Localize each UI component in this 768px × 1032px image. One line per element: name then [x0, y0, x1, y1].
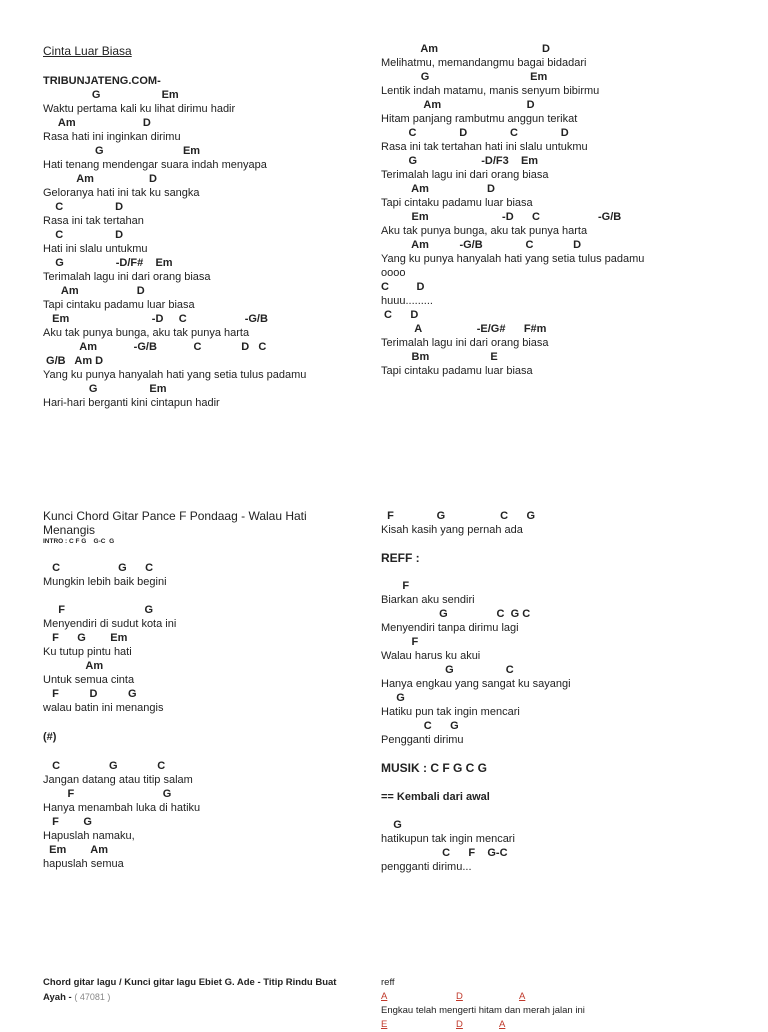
lyric-line: huuu......... [381, 295, 433, 307]
view-count: ( 47081 ) [74, 992, 111, 1002]
lyric-line: Engkau telah mengerti hitam dan merah jalan ini [381, 1005, 585, 1016]
chord-e: E [381, 1019, 388, 1030]
lyric-line: Geloranya hati ini tak ku sangka [43, 187, 200, 199]
chord-line: Am D [43, 173, 157, 185]
lyric-line: Hanya menambah luka di hatiku [43, 802, 201, 814]
lyric-line: Menyendiri di sudut kota ini [43, 618, 177, 630]
chord-line: Am D [381, 99, 535, 111]
chord-line: F G Em [43, 632, 128, 644]
chord-a-2: A [519, 991, 526, 1002]
chord-line: G Em [43, 145, 201, 157]
chord-line: G Em [381, 71, 548, 83]
lyric-line: Tapi cintaku padamu luar biasa [43, 299, 195, 311]
lyric-line: Aku tak punya bunga, aku tak punya harta [381, 225, 588, 237]
chord-a-3: A [499, 1019, 506, 1030]
lyric-line: Terimalah lagu ini dari orang biasa [43, 271, 211, 283]
chord-line: F [381, 580, 410, 592]
chord-line: G [381, 819, 402, 831]
chord-line: Am D [43, 117, 151, 129]
lyric-line: Ku tutup pintu hati [43, 646, 132, 658]
lyric-line: Hari-hari berganti kini cintapun hadir [43, 397, 220, 409]
lyric-line: Yang ku punya hanyalah hati yang setia tulus padamu [381, 253, 645, 265]
lyric-line: Tapi cintaku padamu luar biasa [381, 365, 533, 377]
song3-title: Chord gitar lagu / Kunci gitar lagu Ebiet G. Ade - Titip Rindu Buat Ayah - [43, 977, 337, 1003]
chord-line: F G [43, 788, 172, 800]
chord-line: G/B Am D [43, 355, 104, 367]
lyric-line: Kisah kasih yang pernah ada [381, 524, 523, 536]
lyric-line: Terimalah lagu ini dari orang biasa [381, 169, 549, 181]
chord-line: Am -G/B C D C [43, 341, 267, 353]
chord-line: F G [43, 816, 92, 828]
chord-a: A [381, 991, 388, 1002]
chord-line: Am [43, 660, 104, 672]
lyric-line: pengganti dirimu... [381, 861, 472, 873]
lyric-line: Lentik indah matamu, manis senyum bibirmu [381, 85, 600, 97]
lyric-line: Hanya engkau yang sangat ku sayangi [381, 678, 571, 690]
lyric-line: Melihatmu, memandangmu bagai bidadari [381, 57, 587, 69]
lyric-line: Yang ku punya hanyalah hati yang setia tulus padamu [43, 369, 307, 381]
chord-line: A -E/G# F#m [381, 323, 547, 335]
lyric-line: hatikupun tak ingin mencari [381, 833, 515, 845]
lyric-line: Hati ini slalu untukmu [43, 243, 148, 255]
lyric-line: walau batin ini menangis [43, 702, 164, 714]
chord-line: G -D/F# Em [43, 257, 173, 269]
reff-label-2: reff [381, 977, 395, 988]
chord-line: G Em [43, 383, 167, 395]
chord-line: F G [43, 604, 154, 616]
chord-line: C D C D [381, 127, 569, 139]
chord-line: Am -G/B C D [381, 239, 582, 251]
chord-line: C F G-C [381, 847, 508, 859]
lyric-line: Mungkin lebih baik begini [43, 576, 167, 588]
lyric-line: Rasa ini tak tertahan hati ini slalu untukmu [381, 141, 588, 153]
chord-line: C D [43, 201, 124, 213]
lyric-line: Biarkan aku sendiri [381, 594, 475, 606]
chord-line: Em -D C -G/B [43, 313, 268, 325]
lyric-line: Hapuslah namaku, [43, 830, 135, 842]
lyric-line: Aku tak punya bunga, aku tak punya harta [43, 327, 250, 339]
song2-intro: INTRO : C F G G-C G [43, 538, 115, 545]
lyric-line: oooo [381, 267, 406, 279]
song2-hash-marker: (#) [43, 731, 57, 743]
chord-line: Em -D C -G/B [381, 211, 622, 223]
chord-line: G -D/F3 Em [381, 155, 539, 167]
lyric-line: Menyendiri tanpa dirimu lagi [381, 622, 519, 634]
chord-line: F [381, 636, 419, 648]
song1-source: TRIBUNJATENG.COM- [43, 75, 161, 87]
chord-line: Bm E [381, 351, 498, 363]
chord-line: Am D [381, 43, 550, 55]
chord-line: G C G C [381, 608, 531, 620]
lyric-line: Tapi cintaku padamu luar biasa [381, 197, 533, 209]
lyric-line: Rasa hati ini inginkan dirimu [43, 131, 181, 143]
lyric-line: Walau harus ku akui [381, 650, 481, 662]
kembali-line: == Kembali dari awal [381, 791, 490, 803]
reff-label: REFF : [381, 551, 420, 565]
lyric-line: Hati tenang mendengar suara indah menyapa [43, 159, 267, 171]
chord-line: C G C [43, 760, 166, 772]
song1-title: Cinta Luar Biasa [43, 44, 132, 58]
lyric-line: Waktu pertama kali ku lihat dirimu hadir [43, 103, 236, 115]
song2-title: Kunci Chord Gitar Pance F Pondaag - Walau Hati Menangis [43, 509, 307, 537]
chord-line: C G [381, 720, 459, 732]
chord-line: C D [43, 229, 124, 241]
chord-line: C D [381, 309, 419, 321]
chord-line: F D G [43, 688, 137, 700]
chord-line: G [381, 692, 405, 704]
chord-line: F G C G [381, 510, 536, 522]
chord-line: Am D [43, 285, 145, 297]
chord-line: Em Am [43, 844, 108, 856]
lyric-line: Rasa ini tak tertahan [43, 215, 144, 227]
chord-line: G C [381, 664, 514, 676]
chord-d: D [456, 991, 463, 1002]
lyric-line: Pengganti dirimu [381, 734, 464, 746]
chord-line: G Em [43, 89, 179, 101]
lyric-line: Untuk semua cinta [43, 674, 135, 686]
lyric-line: Hitam panjang rambutmu anggun terikat [381, 113, 578, 125]
chord-line: Am D [381, 183, 495, 195]
lyric-line: Hatiku pun tak ingin mencari [381, 706, 520, 718]
musik-line: MUSIK : C F G C G [381, 761, 487, 775]
song3-title-block [43, 976, 348, 1005]
chord-line: C G C [43, 562, 154, 574]
lyric-line: hapuslah semua [43, 858, 124, 870]
lyric-line: Terimalah lagu ini dari orang biasa [381, 337, 549, 349]
chord-d-2: D [456, 1019, 463, 1030]
lyric-line: Jangan datang atau titip salam [43, 774, 193, 786]
chord-line: C D [381, 281, 425, 293]
